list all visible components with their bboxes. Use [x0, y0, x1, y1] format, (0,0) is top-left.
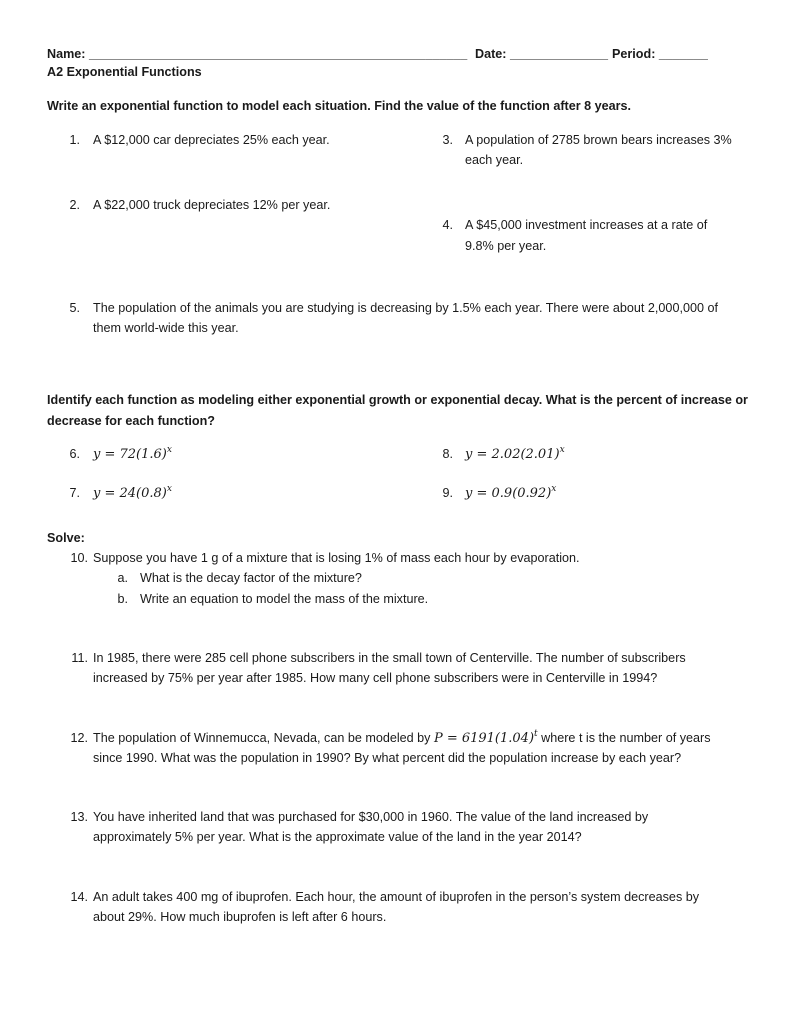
problem-10b-label: b.: [117, 592, 128, 606]
problem-8-equation: $y = 2.02(2.01)^x$: [465, 445, 565, 462]
problem-3-text-line1: A population of 2785 brown bears increases 3%: [465, 133, 732, 147]
problem-10-text: Suppose you have 1 g of a mixture that is losing 1% of mass each hour by evaporation.: [93, 551, 580, 565]
problem-2-number: 2.: [69, 198, 80, 212]
problem-11-text-line1: In 1985, there were 285 cell phone subscribers in the small town of Centerville. The number of subscribers: [93, 651, 686, 665]
problem-10b-text: Write an equation to model the mass of the mixture.: [140, 592, 429, 606]
problem-13-text-line2: approximately 5% per year. What is the approximate value of the land in the year 2014?: [93, 830, 582, 844]
period-field-line: Period: _______: [612, 47, 708, 61]
problem-12-equation: $P = 6191(1.04)^t$: [433, 729, 538, 746]
problem-13-text-line1: You have inherited land that was purchased for $30,000 in 1960. The value of the land increased by: [93, 810, 649, 824]
problem-1-number: 1.: [69, 133, 80, 147]
problem-5-number: 5.: [69, 301, 80, 315]
problem-12-text-line1: The population of Winnemucca, Nevada, can be modeled by $P = 6191(1.04)^t$ where t is the number of years: [93, 729, 711, 746]
problem-9-number: 9.: [442, 486, 453, 500]
section1-instructions: Write an exponential function to model each situation. Find the value of the function after 8 years.: [47, 99, 632, 113]
problem-3-text-line2: each year.: [465, 153, 524, 167]
problem-12-number: 12.: [70, 731, 88, 745]
problem-11-number: 11.: [71, 651, 88, 665]
section2-instructions-line1: Identify each function as modeling either exponential growth or exponential decay. What is the percent of increase or: [47, 393, 748, 407]
problem-11-text-line2: increased by 75% per year after 1985. How many cell phone subscribers were in Centerville in 1994?: [93, 671, 658, 685]
problem-4-number: 4.: [442, 218, 453, 232]
problem-10a-label: a.: [117, 571, 128, 585]
problem-6-number: 6.: [69, 447, 80, 461]
problem-7-number: 7.: [69, 486, 80, 500]
problem-1-text: A $12,000 car depreciates 25% each year.: [93, 133, 330, 147]
section2-instructions-line2: decrease for each function?: [47, 414, 215, 428]
problem-5-text-line2: them world-wide this year.: [93, 321, 239, 335]
problem-14-number: 14.: [70, 890, 88, 904]
problem-9-equation: $y = 0.9(0.92)^x$: [465, 484, 557, 501]
worksheet-subtitle: A2 Exponential Functions: [47, 65, 202, 79]
problem-5-text-line1: The population of the animals you are studying is decreasing by 1.5% each year. There were about 2,000,000 of: [93, 301, 718, 315]
problem-14-text-line1: An adult takes 400 mg of ibuprofen. Each hour, the amount of ibuprofen in the person’s system decreases by: [93, 890, 700, 904]
solve-heading: Solve:: [47, 531, 85, 545]
problem-12-text-line2: since 1990. What was the population in 1990? By what percent did the population increase by each year?: [93, 751, 682, 765]
problem-4-text-line1: A $45,000 investment increases at a rate of: [465, 218, 708, 232]
date-field-line: Date: ______________: [475, 47, 609, 61]
problem-3-number: 3.: [442, 133, 453, 147]
problem-8-number: 8.: [442, 447, 453, 461]
problem-4-text-line2: 9.8% per year.: [465, 239, 547, 253]
problem-14-text-line2: about 29%. How much ibuprofen is left after 6 hours.: [93, 910, 387, 924]
problem-13-number: 13.: [70, 810, 88, 824]
problem-7-equation: $y = 24(0.8)^x$: [93, 484, 172, 501]
name-field-line: Name: ______________________________________________________: [47, 47, 468, 61]
problem-6-equation: $y = 72(1.6)^x$: [93, 445, 172, 462]
problem-10-number: 10.: [70, 551, 88, 565]
problem-2-text: A $22,000 truck depreciates 12% per year.: [93, 198, 331, 212]
problem-10a-text: What is the decay factor of the mixture?: [140, 571, 362, 585]
